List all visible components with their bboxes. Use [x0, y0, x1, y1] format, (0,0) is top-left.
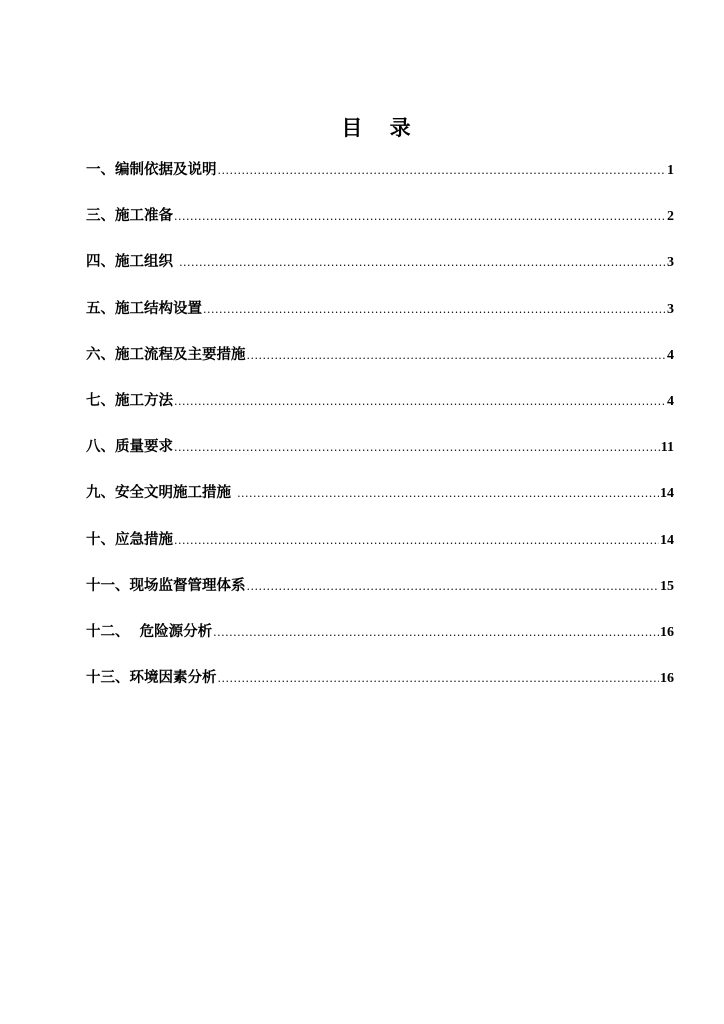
toc-entry[interactable] [86, 160, 674, 206]
toc-entry[interactable] [86, 437, 674, 483]
dot-leader [247, 346, 667, 366]
toc-entry-page: 3 [667, 301, 674, 317]
dot-leader [174, 392, 666, 412]
toc-entry[interactable] [86, 668, 674, 714]
toc-entry-page: 4 [667, 347, 674, 363]
dot-leader [203, 300, 666, 320]
dot-leader [179, 253, 666, 273]
dot-leader [174, 438, 660, 458]
toc-entry[interactable] [86, 530, 674, 576]
toc-entry-label: 十二、 危险源分析 [86, 622, 213, 640]
toc-entry[interactable] [86, 483, 674, 529]
toc-entry-label: 八、质量要求 [86, 438, 173, 456]
dot-leader [218, 669, 660, 689]
toc-entry-label: 四、施工组织 [86, 253, 179, 271]
toc-entry-label: 十三、环境因素分析 [86, 669, 217, 687]
toc-entry[interactable] [86, 345, 674, 391]
toc-entry[interactable] [86, 576, 674, 622]
toc-entry-label: 七、施工方法 [86, 391, 173, 409]
dot-leader [174, 207, 666, 227]
toc-title: 目 录 [341, 115, 421, 140]
dot-leader [218, 161, 667, 181]
toc-entry-label: 九、安全文明施工措施 [86, 484, 237, 502]
toc-entry-label: 十、应急措施 [86, 530, 173, 548]
toc-entry-page: 4 [667, 393, 674, 409]
toc-entry-label: 十一、现场监督管理体系 [86, 576, 246, 594]
toc-entry-page: 1 [667, 163, 674, 178]
toc-entry[interactable] [86, 622, 674, 668]
toc-entry[interactable] [86, 299, 674, 345]
toc-entry-label: 一、编制依据及说明 [86, 161, 217, 178]
toc-entry-page: 14 [660, 532, 674, 548]
toc-entry-label: 三、施工准备 [86, 207, 173, 225]
toc-entry-label: 五、施工结构设置 [86, 299, 202, 317]
toc-entry-page: 11 [660, 440, 674, 456]
toc-entry[interactable] [86, 206, 674, 252]
toc-entry-page: 14 [660, 486, 674, 502]
toc-entry-label: 六、施工流程及主要措施 [86, 345, 246, 363]
toc-entry[interactable] [86, 391, 674, 437]
dot-leader [213, 623, 659, 643]
dot-leader [247, 577, 660, 597]
dot-leader [237, 484, 659, 504]
dot-leader [174, 531, 659, 551]
toc-entry-page: 16 [660, 624, 674, 640]
toc-list [86, 160, 674, 714]
toc-entry[interactable] [86, 252, 674, 298]
toc-entry-page: 2 [667, 209, 674, 225]
toc-entry-page: 15 [660, 578, 674, 594]
toc-entry-page: 3 [667, 255, 674, 271]
toc-entry-page: 16 [660, 671, 674, 687]
